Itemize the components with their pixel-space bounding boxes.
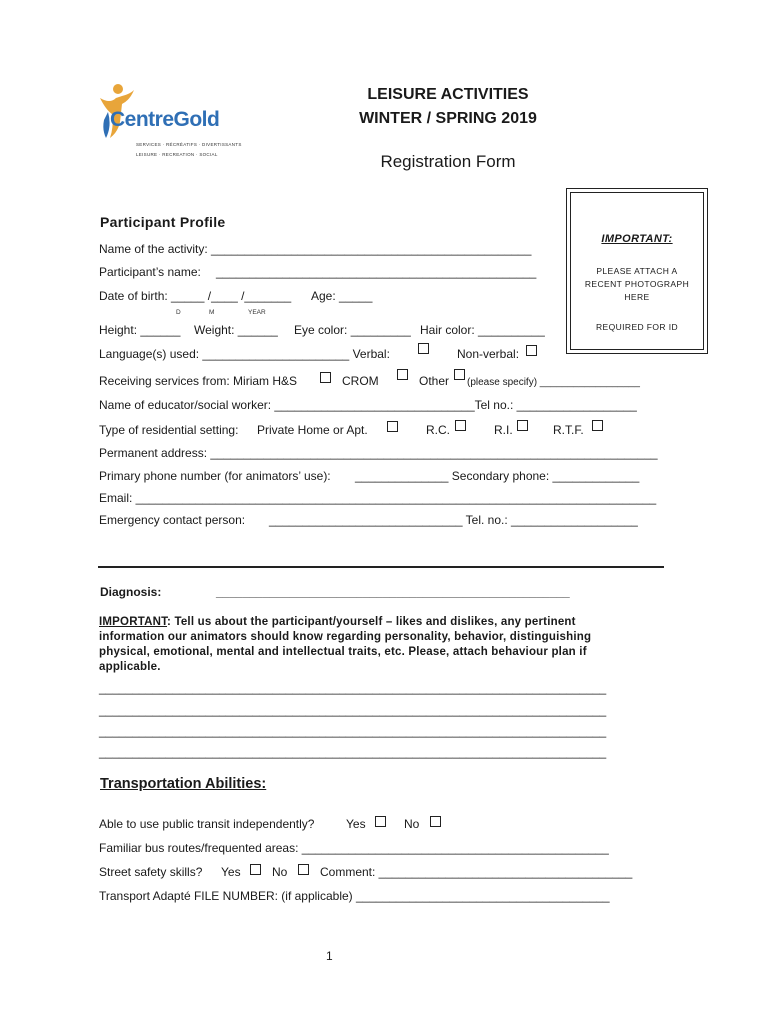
- ri-checkbox[interactable]: [517, 420, 528, 431]
- photo-line-4: REQUIRED FOR ID: [595, 322, 679, 332]
- transit-question: Able to use public transit independently?: [99, 817, 315, 831]
- emergency-fields[interactable]: _____________________________ Tel. no.: ___________________: [269, 513, 638, 527]
- logo-brand: CentreGold: [110, 108, 220, 131]
- miriam-checkbox[interactable]: [320, 372, 331, 383]
- street-safety-label: Street safety skills?: [99, 865, 203, 879]
- crom-checkbox[interactable]: [397, 369, 408, 380]
- rc-label: R.C.: [426, 423, 450, 437]
- title-line-1: LEISURE ACTIVITIES: [367, 86, 529, 103]
- activity-field[interactable]: Name of the activity: ________________________________________________: [99, 242, 532, 256]
- important-paragraph-line-1: [99, 616, 576, 628]
- hair-color-field[interactable]: Hair color: __________: [420, 323, 545, 337]
- notes-line-1[interactable]: ____________________________________________________________________________: [99, 681, 607, 695]
- street-yes-checkbox[interactable]: [250, 864, 261, 875]
- height-field[interactable]: Height: ______: [99, 323, 181, 337]
- private-home-checkbox[interactable]: [387, 421, 398, 432]
- notes-line-3[interactable]: ____________________________________________________________________________: [99, 724, 607, 738]
- other-label: Other: [419, 374, 450, 388]
- nonverbal-checkbox[interactable]: [526, 345, 537, 356]
- notes-line-4[interactable]: ____________________________________________________________________________: [99, 745, 607, 759]
- logo-tagline-2: LEISURE · RECREATION · SOCIAL: [136, 152, 218, 157]
- participant-name-label: Participant’s name:: [99, 265, 201, 279]
- comment-field[interactable]: Comment: ______________________________________: [320, 865, 633, 879]
- title-line-2: WINTER / SPRING 2019: [359, 110, 537, 127]
- please-specify-field[interactable]: [467, 374, 640, 388]
- rtf-checkbox[interactable]: [592, 420, 603, 431]
- photo-line-3: HERE: [624, 292, 650, 302]
- important-paragraph-line-4: applicable.: [99, 661, 161, 673]
- transit-yes-checkbox[interactable]: [375, 816, 386, 827]
- photo-line-2: RECENT PHOTOGRAPH: [584, 279, 690, 289]
- street-no-checkbox[interactable]: [298, 864, 309, 875]
- transit-no-checkbox[interactable]: [430, 816, 441, 827]
- dob-year-hint: YEAR: [248, 309, 266, 316]
- age-field[interactable]: Age: _____: [311, 289, 373, 303]
- email-field[interactable]: Email: ______________________________________________________________________________: [99, 491, 657, 505]
- important-keyword: IMPORTANT: [99, 616, 168, 628]
- private-home-label: Private Home or Apt.: [257, 423, 368, 437]
- participant-profile-heading: Participant Profile: [100, 214, 226, 230]
- other-checkbox[interactable]: [454, 369, 465, 380]
- logo: [96, 82, 242, 166]
- dob-day-hint: D: [176, 309, 181, 316]
- ri-label: R.I.: [494, 423, 513, 437]
- crom-label: CROM: [342, 374, 379, 388]
- language-field[interactable]: Language(s) used: ______________________ Verbal:: [99, 347, 390, 361]
- important-paragraph-line-2: information our animators should know regarding personality, behavior, distinguishing: [99, 631, 592, 643]
- street-no-label: No: [272, 865, 288, 879]
- emergency-label: Emergency contact person:: [99, 513, 246, 527]
- dob-month-hint: M: [209, 309, 215, 316]
- address-field[interactable]: Permanent address: ___________________________________________________________________: [99, 446, 658, 460]
- dob-field[interactable]: Date of birth: _____ /____ /_______: [99, 289, 292, 303]
- verbal-checkbox[interactable]: [418, 343, 429, 354]
- page-number: 1: [326, 949, 333, 963]
- primary-phone-label: Primary phone number (for animators’ use):: [99, 469, 331, 483]
- photo-important: IMPORTANT:: [601, 233, 673, 245]
- photo-box: [566, 188, 708, 354]
- form-subtitle: Registration Form: [380, 152, 516, 171]
- rc-checkbox[interactable]: [455, 420, 466, 431]
- photo-line-1: PLEASE ATTACH A: [596, 266, 678, 276]
- transport-heading: Transportation Abilities:: [100, 776, 267, 792]
- logo-tagline-1: SERVICES · RÉCRÉATIFS · DIVERTISSANTS: [136, 142, 242, 147]
- notes-line-2[interactable]: ____________________________________________________________________________: [99, 703, 607, 717]
- please-specify-text: (please specify) __________________: [467, 377, 640, 388]
- diagnosis-label: Diagnosis:: [100, 585, 162, 599]
- street-yes-label: Yes: [221, 865, 241, 879]
- transit-yes-label: Yes: [346, 817, 366, 831]
- section-divider: [98, 566, 664, 568]
- weight-field[interactable]: Weight: ______: [194, 323, 278, 337]
- participant-name-field[interactable]: ________________________________________________: [216, 265, 537, 279]
- residential-label: Type of residential setting:: [99, 423, 239, 437]
- transport-adapte-field[interactable]: Transport Adapté FILE NUMBER: (if applicable) ______________________________________: [99, 889, 610, 903]
- phone-fields[interactable]: ______________ Secondary phone: _____________: [355, 469, 640, 483]
- services-label: Receiving services from: Miriam H&S: [99, 374, 298, 388]
- educator-field[interactable]: Name of educator/social worker: ______________________________Tel no.: __________________: [99, 398, 637, 412]
- important-text: : Tell us about the participant/yourself – likes and dislikes, any pertinent: [167, 616, 576, 628]
- rtf-label: R.T.F.: [553, 423, 584, 437]
- nonverbal-label: Non-verbal:: [457, 347, 520, 361]
- important-paragraph-line-3: physical, emotional, mental and intellectual traits, etc. Please, attach behaviour plan if: [99, 646, 587, 658]
- transit-no-label: No: [404, 817, 420, 831]
- diagnosis-field[interactable]: _____________________________________________________: [216, 585, 570, 599]
- eye-color-field[interactable]: Eye color: _________: [294, 323, 411, 337]
- bus-routes-field[interactable]: Familiar bus routes/frequented areas: ______________________________________________: [99, 841, 609, 855]
